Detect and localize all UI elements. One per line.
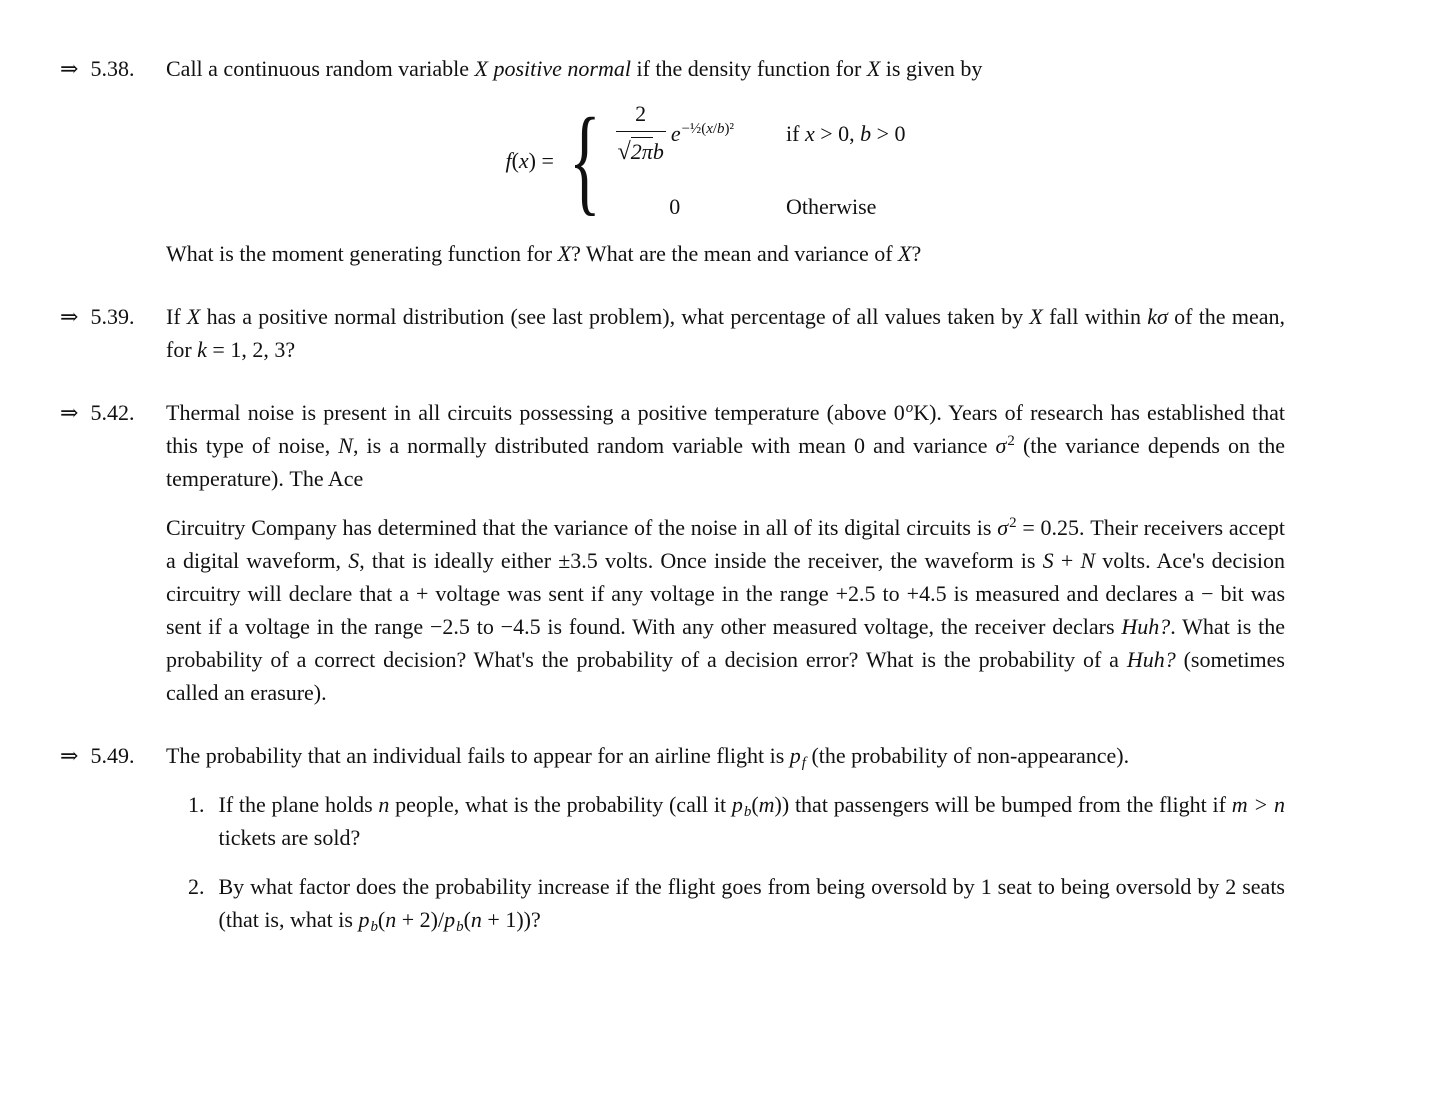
- problem-5-42: [60, 396, 1285, 709]
- list-item-text: If the plane holds n people, what is the probability (call it pb(m)) that passengers will be bumped from the flight if m > n tickets are sold?: [218, 792, 1285, 851]
- problem-5-42-label: [60, 396, 166, 429]
- sub-question-list: [166, 788, 1285, 936]
- density-function-formula: [166, 93, 1245, 227]
- problem-5-49: [60, 739, 1285, 936]
- problem-paragraph-1: Thermal noise is present in all circuits possessing a positive temperature (above 0$^o$K). Years of research has established that this type of noise, N, is a normally distributed random variable with mean 0 and variance $\sigma^2$ (the variance depends on the temperature). The Ace: [166, 400, 1285, 492]
- problem-5-39: [60, 300, 1285, 366]
- problem-5-39-body: [166, 300, 1285, 366]
- implies-arrow-icon: ⇒: [60, 400, 79, 426]
- problem-paragraph-2: Circuitry Company has determined that the variance of the noise in all of its digital circuits is $\sigma^2 = 0.25$. Their receivers accept a digital waveform, S, that is ideally either ±3.5 volts. Once inside the receiver, the waveform is S + N volts. Ace's decision circuitry will declare that a + voltage was sent if any voltage in the range +2.5 to +4.5 is measured and declares a − bit was sent if a voltage in the range −2.5 to −4.5 is found. With any other measured voltage, the receiver declars Huh?. What is the probability of a correct decision? What's the probability of a decision error? What is the probability of a Huh? (sometimes called an erasure).: [166, 515, 1285, 706]
- sqrt-radicand: 2π: [630, 139, 653, 164]
- case2-value: 0: [669, 194, 681, 220]
- implies-arrow-icon: ⇒: [60, 304, 79, 330]
- denominator-variable: b: [652, 139, 664, 164]
- problem-number: 5.42.: [90, 400, 135, 426]
- exponent-text: −½(x/b)²: [681, 120, 734, 137]
- implies-arrow-icon: ⇒: [60, 56, 79, 81]
- list-item-text: By what factor does the probability increase if the flight goes from being oversold by 1 seat to being oversold by 2 seats (that is, what is pb(n + 2)/pb(n + 1))?: [218, 874, 1285, 936]
- exponential-term: [671, 117, 734, 150]
- case2-condition: Otherwise: [785, 194, 877, 220]
- problem-5-38: [60, 52, 1285, 270]
- case1-condition: if x > 0, b > 0: [785, 121, 906, 147]
- list-item-marker: 1.: [188, 792, 205, 818]
- problem-5-38-body: [166, 52, 1285, 270]
- problem-question-text: What is the moment generating function for X? What are the mean and variance of X?: [166, 241, 922, 267]
- list-item: [166, 788, 1285, 854]
- cases-grid: [616, 97, 906, 223]
- problem-text: If X has a positive normal distribution (see last problem), what percentage of all values taken by X fall within kσ of the mean, for k = 1, 2, 3?: [166, 304, 1285, 363]
- problem-number: 5.38.: [90, 56, 135, 81]
- problem-number: 5.49.: [90, 743, 135, 769]
- implies-arrow-icon: ⇒: [60, 743, 79, 769]
- formula-lhs: f(x) =: [505, 147, 554, 173]
- e-symbol: e: [670, 121, 681, 147]
- problem-5-38-label: [60, 52, 166, 85]
- problem-5-49-body: [166, 739, 1285, 936]
- problem-5-49-label: [60, 739, 166, 772]
- problem-intro-text: The probability that an individual fails to appear for an airline flight is pf (the probability of non-appearance).: [166, 743, 1130, 772]
- list-item-marker: 2.: [188, 874, 205, 900]
- problem-number: 5.39.: [90, 304, 135, 330]
- left-brace-symbol: {: [568, 93, 601, 227]
- list-item: [166, 870, 1285, 936]
- fraction-numerator: 2: [616, 97, 666, 132]
- problem-intro-text: Call a continuous random variable X positive normal if the density function for X is given by: [166, 56, 983, 81]
- problem-5-39-label: [60, 300, 166, 333]
- problem-5-42-body: [166, 396, 1285, 709]
- fraction-denominator: [616, 132, 666, 170]
- fraction: [616, 97, 666, 170]
- sqrt-symbol: √: [617, 138, 631, 165]
- case1-expression: [616, 97, 734, 170]
